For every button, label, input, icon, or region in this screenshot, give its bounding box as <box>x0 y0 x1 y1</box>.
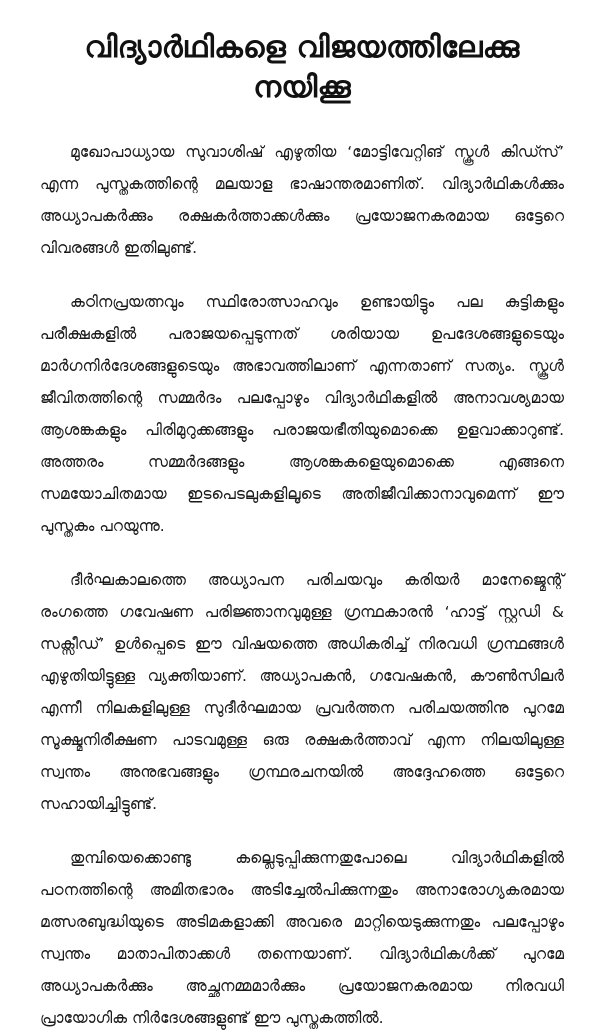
paragraph-exam-stress: കഠിനപ്രയത്നവും സ്ഥിരോത്സാഹവും ഉണ്ടായിട്ടും പല കുട്ടികളും പരീക്ഷകളിൽ പരാജയപ്പെടുന്നത് ശരിയായ ഉപദേശങ്ങളുടെയും മാർഗനിർദേശങ്ങളുടെയും അഭാവത്തിലാണ് എന്നതാണ് സത്യം. സ്കൂൾ ജീവിതത്തിന്റെ സമ്മർദം പലപ്പോഴും വിദ്യാർഥികളിൽ അനാവശ്യമായ ആശങ്കകളും പിരിമുറുക്കങ്ങളും പരാജയഭീതിയുമൊക്കെ ഉളവാക്കാറുണ്ട്. അത്തരം സമ്മർദങ്ങളും ആശങ്കകളെയുമൊക്കെ എങ്ങനെ സമയോചിതമായ ഇടപെടലുകളിലൂടെ അതിജീവിക്കാനാവുമെന്ന് ഈ പുസ്തകം പറയുന്നു. <box>40 293 564 535</box>
paragraph-intro: മുഖോപാധ്യായ സുവാശിഷ് എഴുതിയ ‘മോട്ടിവേറ്റിങ് സ്കൂൾ കിഡ്സ്’ എന്ന പുസ്തകത്തിന്റെ മലയാള ഭാഷാന്തരമാണിത്. വിദ്യാർഥികൾക്കും അധ്യാപകർക്കും രക്ഷകർത്താക്കൾക്കും പ്രയോജനകരമായ ഒട്ടേറെ വിവരങ്ങൾ ഇതിലുണ്ട്. <box>40 143 564 257</box>
paragraph-author: ദീർഘകാലത്തെ അധ്യാപന പരിചയവും കരിയർ മാനേജ്മെന്റ് രംഗത്തെ ഗവേഷണ പരിജ്ഞാനവുമുള്ള ഗ്രന്ഥകാരൻ ‘ഹാട്ട് സ്റ്റഡി & സക്സീഡ്’ ഉൾപ്പെടെ ഈ വിഷയത്തെ അധികരിച്ച് നിരവധി ഗ്രന്ഥങ്ങൾ എഴുതിയിട്ടുള്ള വ്യക്തിയാണ്. അധ്യാപകൻ, ഗവേഷകൻ, കൗൺസിലർ എന്നീ നിലകളിലുള്ള സുദീർഘമായ പ്രവർത്തന പരിചയത്തിനു പുറമേ സൂക്ഷ്മനിരീക്ഷണ പാടവമുള്ള ഒരു രക്ഷകർത്താവ് എന്ന നിലയിലുള്ള സ്വന്തം അനുഭവങ്ങളും ഗ്രന്ഥരചനയിൽ അദ്ദേഹത്തെ ഒട്ടേറെ സഹായിച്ചിട്ടുണ്ട്. <box>40 571 564 813</box>
page-title: വിദ്യാർഥികളെ വിജയത്തിലേക്കു നയിക്കൂ <box>84 30 520 105</box>
paragraph-parents: തുമ്പിയെക്കൊണ്ടു കല്ലെടുപ്പിക്കുന്നതുപോലെ വിദ്യാർഥികളിൽ പഠനത്തിന്റെ അമിതഭാരം അടിച്ചേൽപിക്കുന്നതും അനാരോഗ്യകരമായ മത്സരബുദ്ധിയുടെ അടിമകളാക്കി അവരെ മാറ്റിയെടുക്കുന്നതും പലപ്പോഴും സ്വന്തം മാതാപിതാക്കൾ തന്നെയാണ്. വിദ്യാർഥികൾക്ക് പുറമേ അധ്യാപകർക്കും അച്ഛനമ്മമാർക്കും പ്രയോജനകരമായ നിരവധി പ്രായോഗിക നിർദേശങ്ങളുണ്ട് ഈ പുസ്തകത്തിൽ. <box>40 849 564 1027</box>
